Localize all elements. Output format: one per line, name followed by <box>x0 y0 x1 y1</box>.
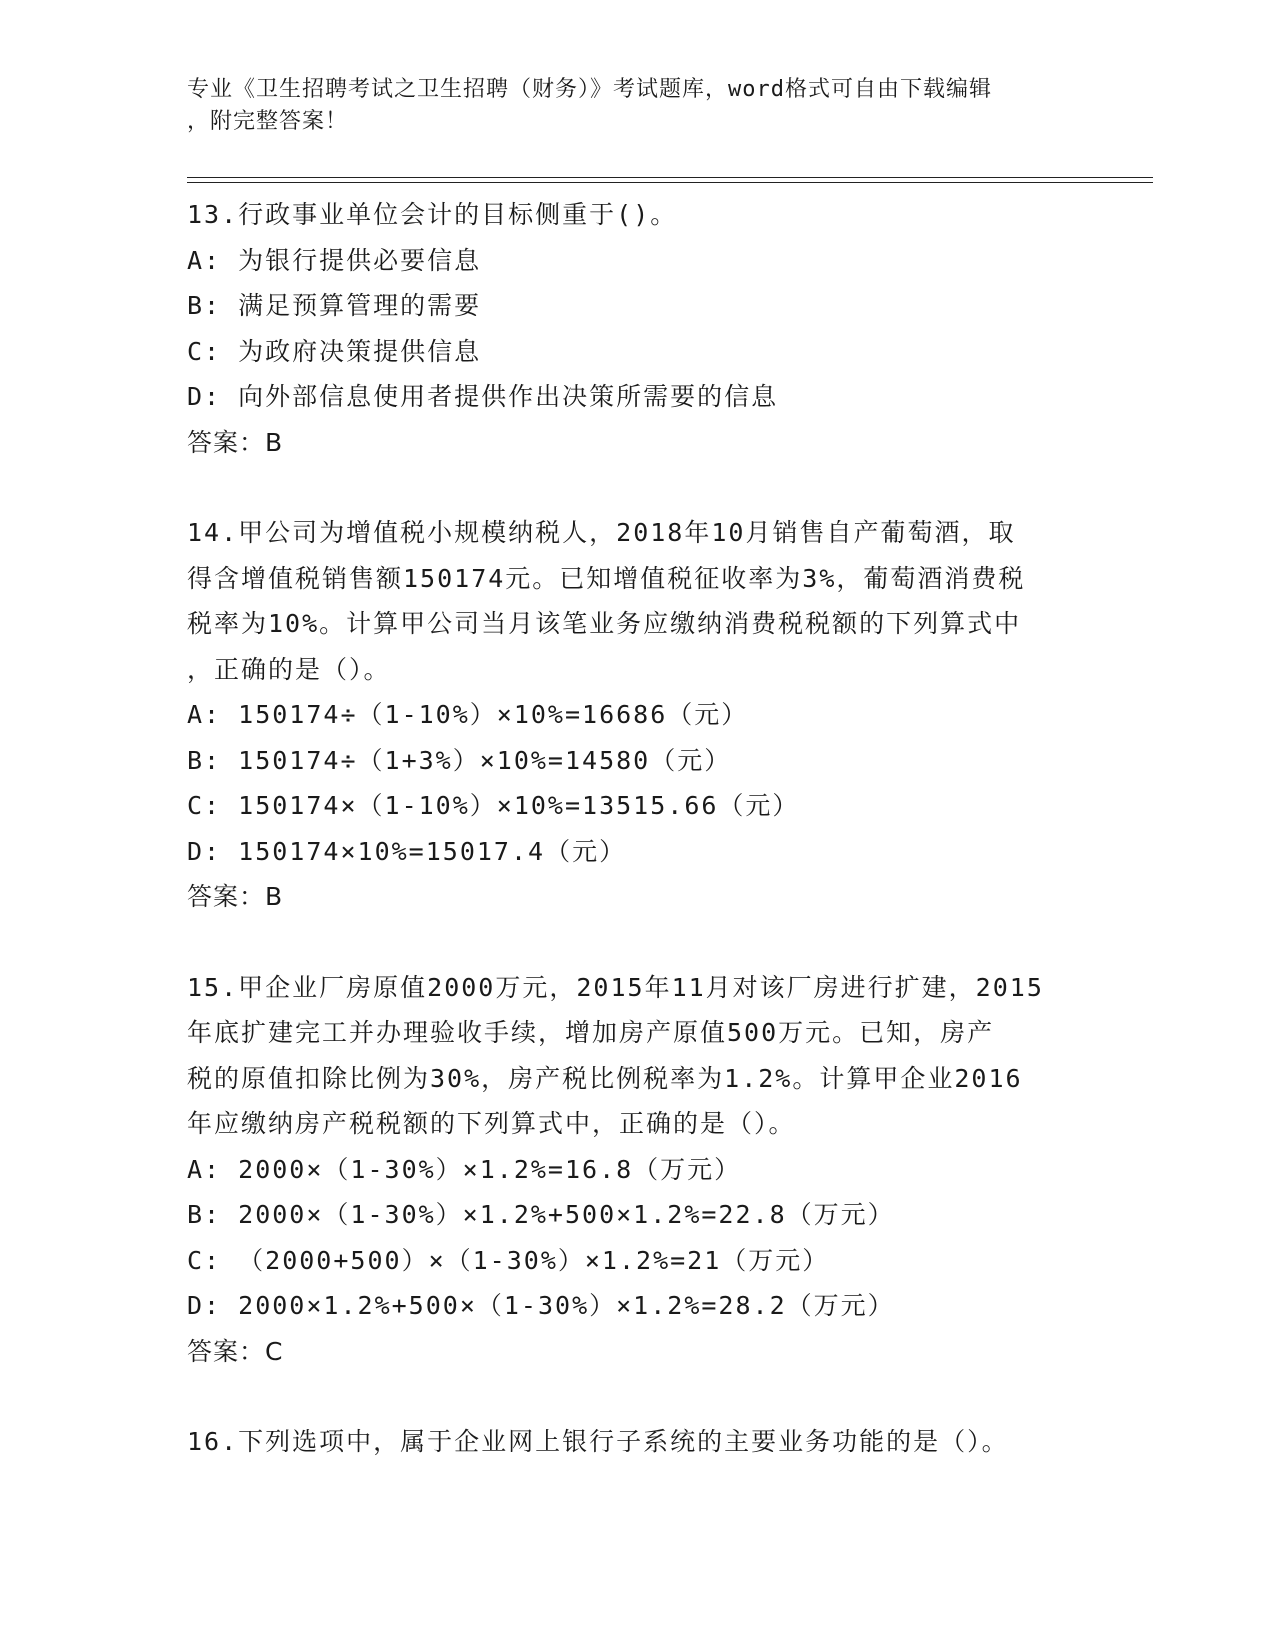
document-header <box>187 74 1087 138</box>
header-divider-bottom <box>187 182 1153 183</box>
answer-option: D: 150174×10%=15017.4（元） <box>187 836 627 866</box>
answer-option: A: 2000×（1-30%）×1.2%=16.8（万元） <box>187 1154 742 1184</box>
header-divider-top <box>187 177 1153 178</box>
answer-option: B: 2000×（1-30%）×1.2%+500×1.2%=22.8（万元） <box>187 1200 895 1229</box>
answer-option: D: 2000×1.2%+500×（1-30%）×1.2%=28.2（万元） <box>187 1291 895 1320</box>
answer-option: A: 150174÷（1-10%）×10%=16686（元） <box>187 700 749 729</box>
question-stem-line: 税率为10%。计算甲公司当月该笔业务应缴纳消费税税额的下列算式中 <box>187 609 1022 638</box>
answer-option: C: （2000+500）×（1-30%）×1.2%=21（万元） <box>187 1245 830 1275</box>
answer-option: D: 向外部信息使用者提供作出决策所需要的信息 <box>187 382 779 411</box>
question-stem-line: 16.下列选项中，属于企业网上银行子系统的主要业务功能的是（）。 <box>187 1427 1009 1456</box>
question-stem-line: 年底扩建完工并办理验收手续，增加房产原值500万元。已知，房产 <box>187 1018 995 1047</box>
header-line-1: 专业《卫生招聘考试之卫生招聘（财务）》考试题库，word格式可自由下载编辑 <box>187 77 992 102</box>
question-stem-line: ，正确的是（）。 <box>187 654 391 684</box>
question-block <box>187 192 1087 465</box>
answer-key: 答案：B <box>187 882 284 911</box>
question-stem-line: 得含增值税销售额150174元。已知增值税征收率为3%，葡萄酒消费税 <box>187 563 1026 593</box>
question-block <box>187 510 1087 920</box>
answer-option: C: 为政府决策提供信息 <box>187 336 482 366</box>
answer-key: 答案：B <box>187 427 284 457</box>
answer-option: B: 150174÷（1+3%）×10%=14580（元） <box>187 745 732 775</box>
answer-key: 答案：C <box>187 1336 284 1366</box>
answer-option: C: 150174×（1-10%）×10%=13515.66（元） <box>187 791 800 820</box>
question-block <box>187 1419 1087 1465</box>
answer-option: A: 为银行提供必要信息 <box>187 245 482 275</box>
question-list <box>187 192 1087 1465</box>
answer-option: B: 满足预算管理的需要 <box>187 291 482 320</box>
question-stem-line: 税的原值扣除比例为30%，房产税比例税率为1.2%。计算甲企业2016 <box>187 1063 1023 1093</box>
question-stem-line: 年应缴纳房产税税额的下列算式中，正确的是（）。 <box>187 1109 796 1138</box>
header-line-2: ，附完整答案！ <box>187 109 349 134</box>
question-block <box>187 965 1087 1375</box>
question-stem-line: 15.甲企业厂房原值2000万元，2015年11月对该厂房进行扩建，2015 <box>187 972 1044 1002</box>
question-stem-line: 13.行政事业单位会计的目标侧重于()。 <box>187 200 678 229</box>
question-stem-line: 14.甲公司为增值税小规模纳税人，2018年10月销售自产葡萄酒，取 <box>187 518 1016 547</box>
